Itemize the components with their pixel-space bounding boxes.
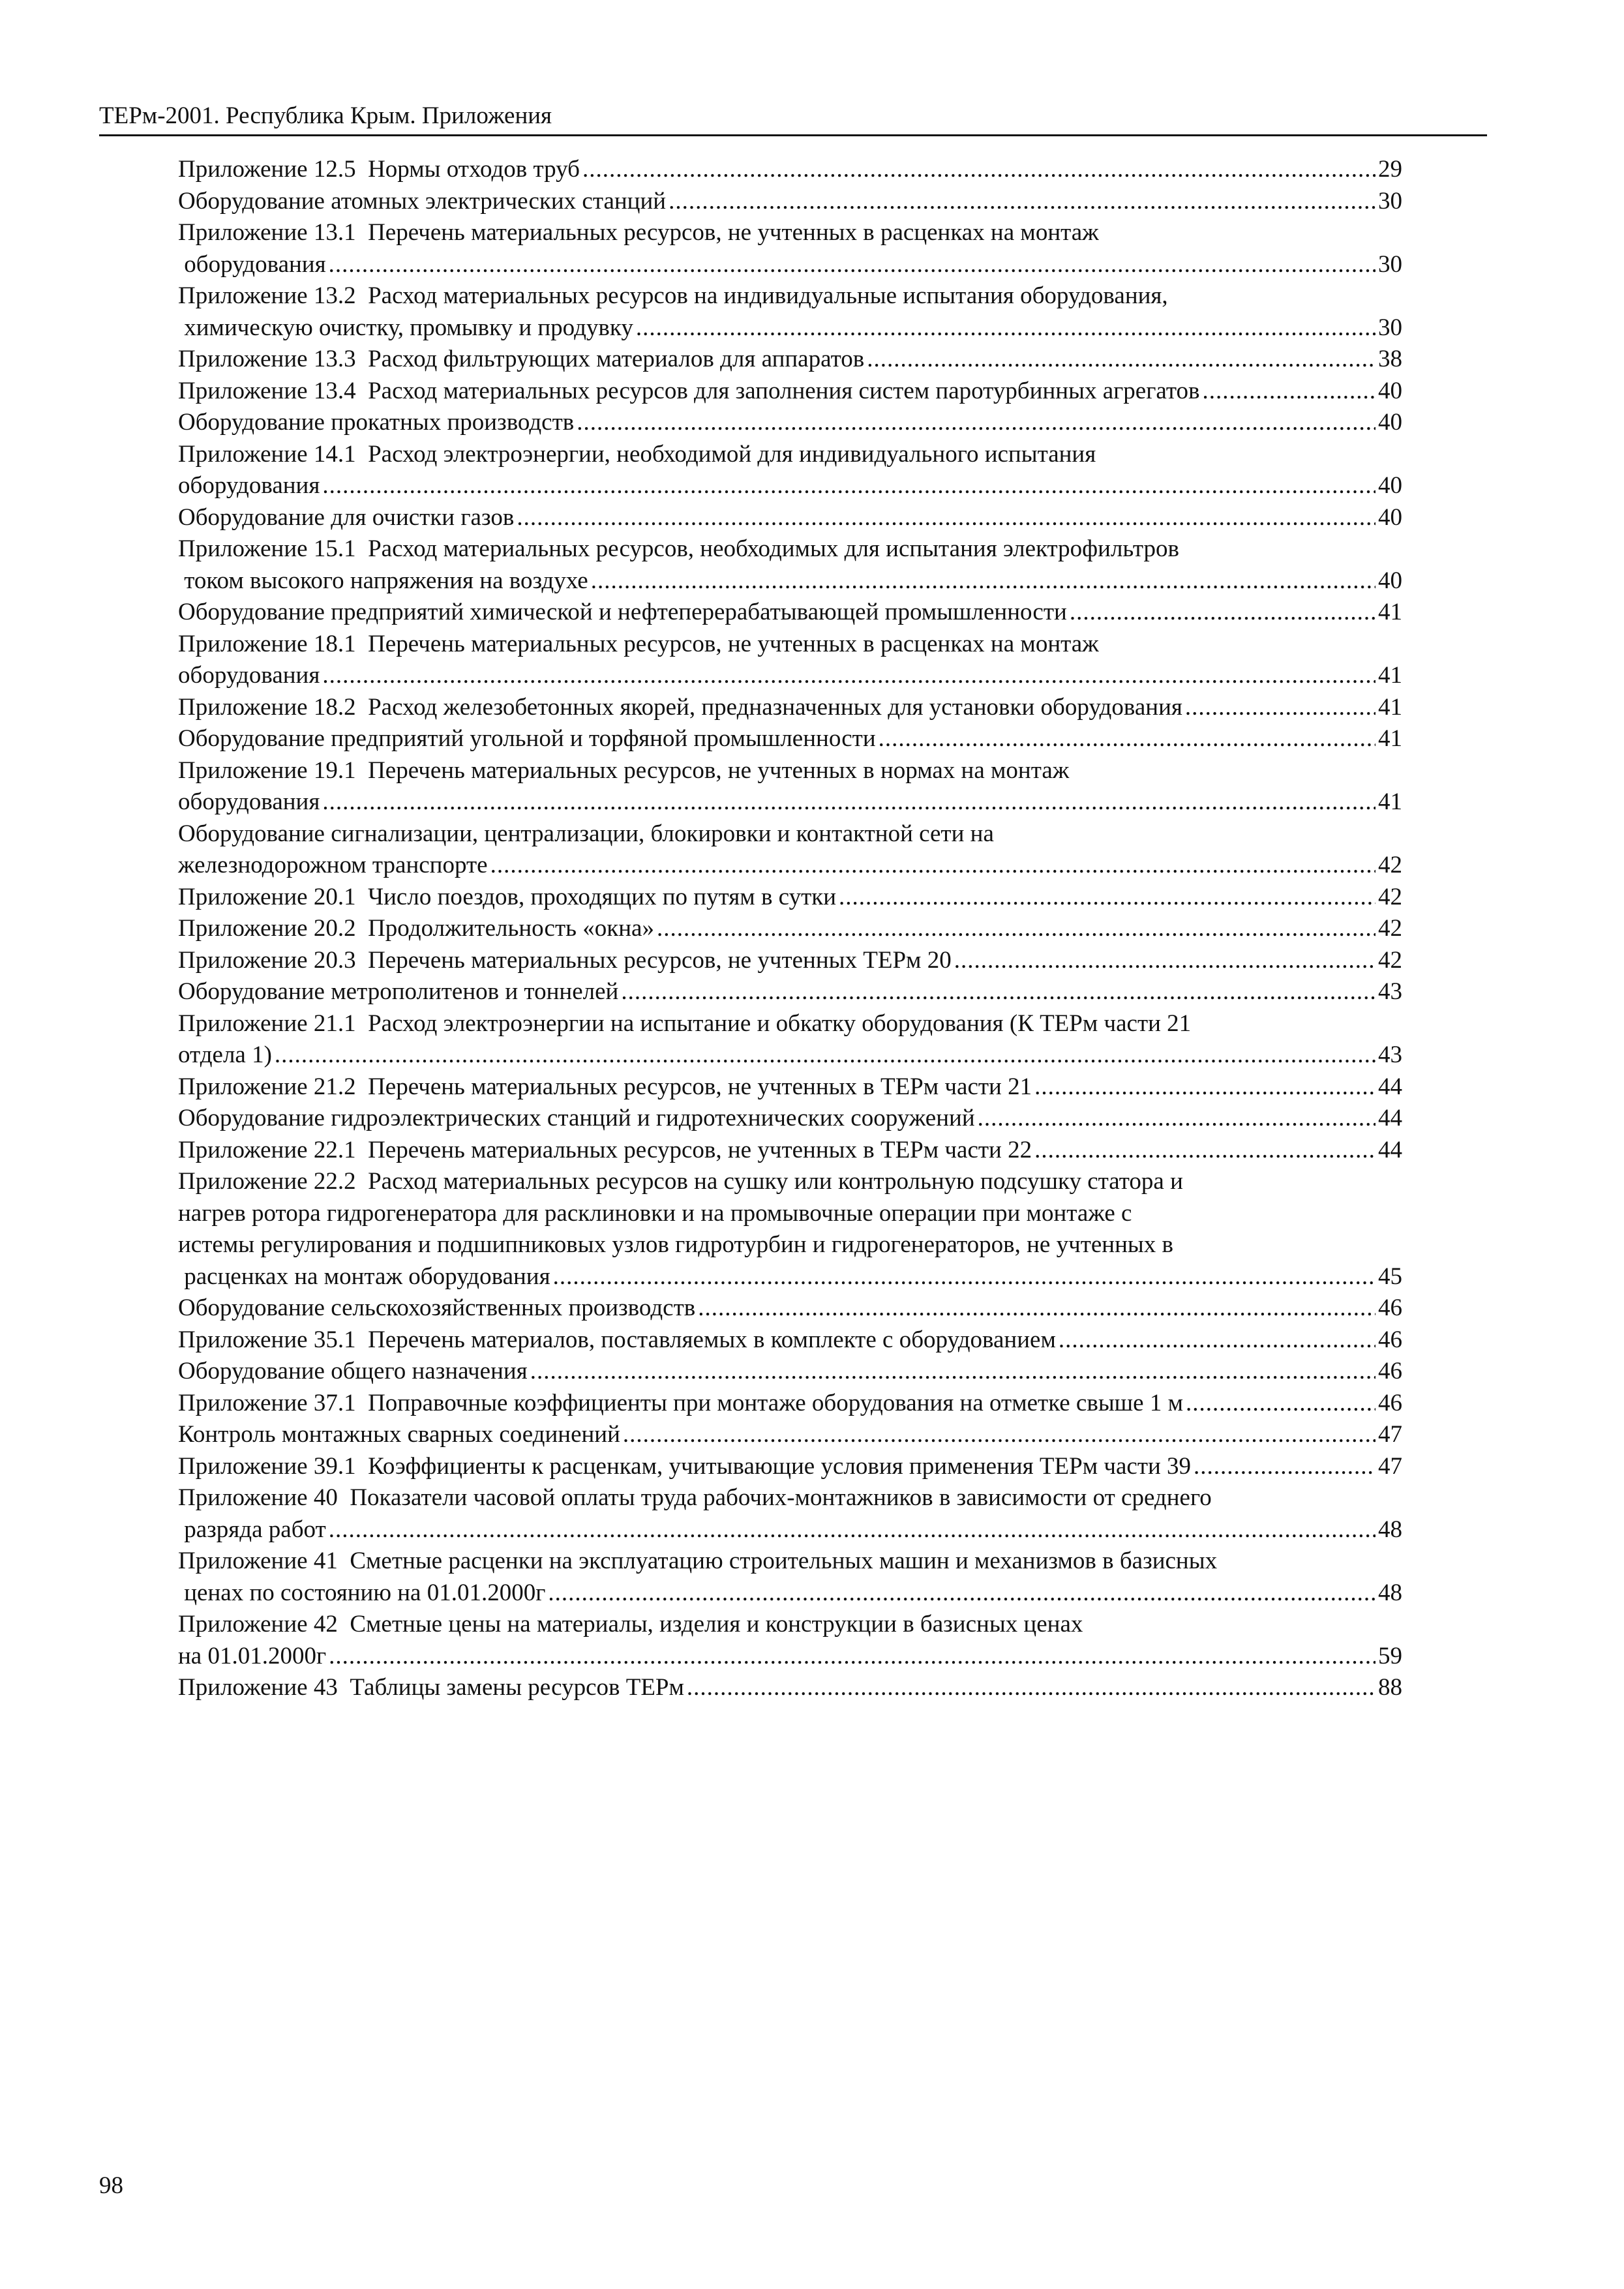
toc-entry[interactable] xyxy=(178,280,1402,344)
toc-entry[interactable] xyxy=(178,1482,1402,1546)
toc-page-number: 48 xyxy=(1378,1516,1402,1543)
toc-leader-dots xyxy=(548,1578,1376,1609)
toc-page-number: 46 xyxy=(1378,1294,1402,1321)
toc-entry-line xyxy=(178,344,1402,376)
toc-entry-line xyxy=(178,597,1402,629)
toc-entry[interactable] xyxy=(178,502,1402,534)
toc-entry-text: Оборудование прокатных производств xyxy=(178,409,575,436)
toc-leader-dots xyxy=(1070,597,1376,629)
toc-leader-dots xyxy=(698,1293,1376,1324)
toc-page-number: 46 xyxy=(1378,1389,1402,1416)
toc-page-number: 30 xyxy=(1378,250,1402,278)
toc-entry-text: оборудования xyxy=(178,472,320,499)
toc-entry[interactable] xyxy=(178,945,1402,977)
toc-entry-line xyxy=(178,1324,1402,1356)
toc-entry-text: оборудования xyxy=(178,662,320,689)
toc-entry-line xyxy=(178,882,1402,914)
toc-entry-text: Приложение 12.5 Нормы отходов труб xyxy=(178,156,580,183)
toc-entry[interactable] xyxy=(178,882,1402,914)
toc-leader-dots xyxy=(1034,1071,1376,1103)
toc-leader-dots xyxy=(322,660,1376,692)
toc-entry[interactable] xyxy=(178,154,1402,186)
toc-entry-line xyxy=(178,154,1402,186)
toc-entry[interactable] xyxy=(178,818,1402,882)
toc-entry-line xyxy=(178,1293,1402,1324)
toc-entry-line xyxy=(178,407,1402,439)
toc-entry[interactable] xyxy=(178,1135,1402,1167)
toc-entry-line xyxy=(178,818,1402,850)
toc-entry-text: Оборудование общего назначения xyxy=(178,1358,528,1384)
toc-entry-line xyxy=(178,1578,1402,1609)
toc-leader-dots xyxy=(530,1356,1376,1388)
toc-entry-text: на 01.01.2000г xyxy=(178,1642,327,1669)
toc-page-number: 42 xyxy=(1378,915,1402,942)
toc-entry-line xyxy=(178,1672,1402,1704)
toc-page-number: 40 xyxy=(1378,503,1402,531)
toc-page-number: 30 xyxy=(1378,314,1402,341)
toc-entry-line xyxy=(178,376,1402,408)
toc-entry-text: истемы регулирования и подшипниковых узлов гидротурбин и гидрогенераторов, не учтенных в xyxy=(178,1231,1173,1258)
toc-leader-dots xyxy=(1203,376,1376,408)
page-header xyxy=(99,98,1487,136)
toc-entry-text: Приложение 43 Таблицы замены ресурсов ТЕРм xyxy=(178,1674,684,1701)
toc-entry-line xyxy=(178,660,1402,692)
toc-leader-dots xyxy=(839,882,1376,914)
document-title: ТЕРм-2001. Республика Крым. Приложения xyxy=(99,102,552,129)
toc-page-number: 30 xyxy=(1378,187,1402,215)
toc-leader-dots xyxy=(978,1103,1376,1135)
toc-entry-text: железнодорожном транспорте xyxy=(178,852,488,878)
toc-entry-text: нагрев ротора гидрогенератора для расклиновки и на промывочные операции при монтаже с xyxy=(178,1199,1132,1227)
toc-entry-line xyxy=(178,629,1402,661)
toc-page-number: 41 xyxy=(1378,788,1402,815)
toc-page-number: 40 xyxy=(1378,472,1402,499)
toc-entry[interactable] xyxy=(178,1103,1402,1135)
toc-entry-line xyxy=(178,1419,1402,1451)
toc-entry[interactable] xyxy=(178,1008,1402,1071)
toc-entry-line xyxy=(178,1198,1402,1230)
toc-entry[interactable] xyxy=(178,1324,1402,1356)
toc-entry-text: Приложение 18.2 Расход железобетонных якорей, предназначенных для установки оборудования xyxy=(178,693,1182,721)
toc-entry-line xyxy=(178,439,1402,471)
toc-page-number: 47 xyxy=(1378,1421,1402,1448)
toc-entry-text: Приложение 18.1 Перечень материальных ресурсов, не учтенных в расценках на монтаж xyxy=(178,630,1099,657)
toc-entry-line xyxy=(178,1356,1402,1388)
toc-entry[interactable] xyxy=(178,1293,1402,1324)
toc-entry-text: Приложение 14.1 Расход электроэнергии, необходимой для индивидуального испытания xyxy=(178,440,1096,468)
toc-leader-dots xyxy=(954,945,1376,977)
table-of-contents xyxy=(178,154,1402,1704)
toc-entry[interactable] xyxy=(178,976,1402,1008)
toc-page-number: 42 xyxy=(1378,883,1402,910)
toc-entry[interactable] xyxy=(178,186,1402,218)
toc-page-number: 43 xyxy=(1378,978,1402,1005)
toc-page-number: 41 xyxy=(1378,662,1402,689)
toc-leader-dots xyxy=(867,344,1376,376)
toc-leader-dots xyxy=(1194,1451,1376,1483)
toc-entry-text: Приложение 19.1 Перечень материальных ресурсов, не учтенных в нормах на монтаж xyxy=(178,756,1070,784)
toc-page-number: 44 xyxy=(1378,1073,1402,1100)
toc-entry-line xyxy=(178,1008,1402,1040)
toc-entry[interactable] xyxy=(178,1546,1402,1609)
toc-entry-line xyxy=(178,850,1402,882)
toc-leader-dots xyxy=(1186,1388,1376,1420)
toc-entry-text: химическую очистку, промывку и продувку xyxy=(178,314,633,341)
toc-page-number: 46 xyxy=(1378,1358,1402,1384)
toc-entry-line xyxy=(178,976,1402,1008)
toc-leader-dots xyxy=(322,786,1376,818)
toc-page-number: 46 xyxy=(1378,1326,1402,1353)
toc-entry-line xyxy=(178,786,1402,818)
toc-entry-line xyxy=(178,249,1402,281)
toc-entry[interactable] xyxy=(178,913,1402,945)
toc-entry-line xyxy=(178,502,1402,534)
toc-entry[interactable] xyxy=(178,692,1402,724)
toc-entry[interactable] xyxy=(178,597,1402,629)
toc-entry-text: оборудования xyxy=(178,250,326,278)
toc-page-number: 40 xyxy=(1378,409,1402,436)
toc-entry[interactable] xyxy=(178,217,1402,280)
toc-entry[interactable] xyxy=(178,1672,1402,1704)
toc-entry[interactable] xyxy=(178,1166,1402,1293)
toc-entry[interactable] xyxy=(178,1356,1402,1388)
toc-page-number: 41 xyxy=(1378,599,1402,625)
toc-page-number: 88 xyxy=(1378,1674,1402,1701)
toc-leader-dots xyxy=(329,249,1376,281)
toc-leader-dots xyxy=(623,1419,1376,1451)
toc-entry[interactable] xyxy=(178,723,1402,755)
toc-entry-text: Оборудование для очистки газов xyxy=(178,503,515,531)
toc-entry-text: Приложение 42 Сметные цены на материалы, изделия и конструкции в базисных ценах xyxy=(178,1611,1083,1638)
toc-page-number: 44 xyxy=(1378,1136,1402,1163)
toc-leader-dots xyxy=(329,1641,1376,1673)
toc-leader-dots xyxy=(621,976,1376,1008)
toc-entry-text: Приложение 35.1 Перечень материалов, поставляемых в комплекте с оборудованием xyxy=(178,1326,1056,1353)
toc-entry-text: Оборудование предприятий угольной и торфяной промышленности xyxy=(178,725,876,752)
toc-entry-text: Оборудование предприятий химической и нефтеперерабатывающей промышленности xyxy=(178,599,1067,625)
toc-entry-line xyxy=(178,1229,1402,1261)
toc-entry[interactable] xyxy=(178,1609,1402,1672)
toc-page-number: 42 xyxy=(1378,946,1402,974)
toc-entry-text: отдела 1) xyxy=(178,1041,272,1068)
toc-entry-line xyxy=(178,1166,1402,1198)
toc-entry-line xyxy=(178,913,1402,945)
toc-entry-line xyxy=(178,1482,1402,1514)
toc-entry-line xyxy=(178,945,1402,977)
toc-entry-line xyxy=(178,1071,1402,1103)
toc-entry-line xyxy=(178,1451,1402,1483)
toc-entry-text: ценах по состоянию на 01.01.2000г xyxy=(178,1579,546,1606)
toc-entry-text: Приложение 15.1 Расход материальных ресурсов, необходимых для испытания электрофильтров xyxy=(178,535,1179,562)
toc-entry[interactable] xyxy=(178,376,1402,408)
toc-entry-line xyxy=(178,1388,1402,1420)
toc-leader-dots xyxy=(636,312,1376,344)
toc-entry-text: разряда работ xyxy=(178,1516,326,1543)
toc-entry-line xyxy=(178,1040,1402,1071)
toc-entry-line xyxy=(178,470,1402,502)
toc-leader-dots xyxy=(553,1261,1376,1293)
toc-page-number: 42 xyxy=(1378,852,1402,878)
toc-entry-text: Приложение 22.2 Расход материальных ресурсов на сушку или контрольную подсушку статора и xyxy=(178,1168,1183,1195)
toc-entry[interactable] xyxy=(178,439,1402,502)
toc-entry-line xyxy=(178,186,1402,218)
toc-entry-text: Оборудование гидроэлектрических станций и гидротехнических сооружений xyxy=(178,1105,975,1131)
toc-entry-line xyxy=(178,1546,1402,1578)
toc-entry[interactable] xyxy=(178,533,1402,597)
toc-page-number: 59 xyxy=(1378,1642,1402,1669)
toc-entry-line xyxy=(178,1641,1402,1673)
toc-entry-text: Приложение 13.2 Расход материальных ресурсов на индивидуальные испытания оборудования, xyxy=(178,282,1168,309)
toc-entry-text: Приложение 13.4 Расход материальных ресурсов для заполнения систем паротурбинных агрегатов xyxy=(178,377,1200,404)
toc-leader-dots xyxy=(657,913,1376,945)
toc-entry-text: Приложение 40 Показатели часовой оплаты труда рабочих-монтажников в зависимости от среднего xyxy=(178,1484,1212,1511)
toc-entry-text: Приложение 39.1 Коэффициенты к расценкам, учитывающие условия применения ТЕРм части 39 xyxy=(178,1452,1192,1480)
toc-page-number: 43 xyxy=(1378,1041,1402,1068)
toc-entry-text: Приложение 21.1 Расход электроэнергии на испытание и обкатку оборудования (К ТЕРм части 21 xyxy=(178,1010,1192,1037)
toc-page-number: 44 xyxy=(1378,1105,1402,1131)
toc-entry-line xyxy=(178,755,1402,787)
toc-page-number: 29 xyxy=(1378,156,1402,183)
toc-entry-text: Приложение 21.2 Перечень материальных ресурсов, не учтенных в ТЕРм части 21 xyxy=(178,1073,1032,1100)
toc-entry-line xyxy=(178,1135,1402,1167)
toc-entry-line xyxy=(178,1609,1402,1641)
toc-leader-dots xyxy=(582,154,1376,186)
toc-entry-text: Приложение 13.3 Расход фильтрующих материалов для аппаратов xyxy=(178,346,865,372)
toc-leader-dots xyxy=(591,565,1376,597)
toc-page-number: 41 xyxy=(1378,725,1402,752)
toc-leader-dots xyxy=(275,1040,1376,1071)
toc-entry-text: Контроль монтажных сварных соединений xyxy=(178,1421,620,1448)
toc-entry-line xyxy=(178,723,1402,755)
toc-leader-dots xyxy=(490,850,1376,882)
toc-leader-dots xyxy=(879,723,1376,755)
toc-entry-line xyxy=(178,1103,1402,1135)
toc-page-number: 38 xyxy=(1378,346,1402,372)
toc-entry-text: Приложение 13.1 Перечень материальных ресурсов, не учтенных в расценках на монтаж xyxy=(178,219,1099,246)
toc-leader-dots xyxy=(1034,1135,1376,1167)
toc-leader-dots xyxy=(1185,692,1376,724)
toc-page-number: 40 xyxy=(1378,567,1402,594)
toc-entry[interactable] xyxy=(178,344,1402,376)
toc-leader-dots xyxy=(322,470,1376,502)
toc-entry[interactable] xyxy=(178,1451,1402,1483)
toc-entry-text: Приложение 37.1 Поправочные коэффициенты при монтаже оборудования на отметке свыше 1 м xyxy=(178,1389,1184,1416)
toc-entry-text: Приложение 20.2 Продолжительность «окна» xyxy=(178,915,654,942)
toc-leader-dots xyxy=(577,407,1376,439)
toc-entry-text: Оборудование сигнализации, централизации, блокировки и контактной сети на xyxy=(178,820,994,847)
toc-leader-dots xyxy=(517,502,1376,534)
toc-page-number: 48 xyxy=(1378,1579,1402,1606)
toc-entry-text: Приложение 22.1 Перечень материальных ресурсов, не учтенных в ТЕРм части 22 xyxy=(178,1136,1032,1163)
toc-entry[interactable] xyxy=(178,1388,1402,1420)
toc-entry-line xyxy=(178,312,1402,344)
toc-entry[interactable] xyxy=(178,1071,1402,1103)
toc-leader-dots xyxy=(669,186,1376,218)
toc-entry[interactable] xyxy=(178,755,1402,818)
toc-page-number: 47 xyxy=(1378,1452,1402,1480)
toc-entry-line xyxy=(178,533,1402,565)
toc-page-number: 41 xyxy=(1378,693,1402,721)
toc-page-number: 45 xyxy=(1378,1263,1402,1290)
toc-entry-line xyxy=(178,1514,1402,1546)
toc-leader-dots xyxy=(1059,1324,1376,1356)
toc-entry[interactable] xyxy=(178,629,1402,692)
toc-entry-text: Оборудование сельскохозяйственных производств xyxy=(178,1294,696,1321)
toc-entry-line xyxy=(178,217,1402,249)
toc-entry-line xyxy=(178,565,1402,597)
toc-entry-text: расценках на монтаж оборудования xyxy=(178,1263,550,1290)
toc-entry-text: Приложение 41 Сметные расценки на эксплуатацию строительных машин и механизмов в базисных xyxy=(178,1548,1218,1574)
toc-entry[interactable] xyxy=(178,407,1402,439)
toc-entry[interactable] xyxy=(178,1419,1402,1451)
toc-page-number: 40 xyxy=(1378,377,1402,404)
toc-leader-dots xyxy=(687,1672,1376,1704)
toc-entry-text: Приложение 20.3 Перечень материальных ресурсов, не учтенных ТЕРм 20 xyxy=(178,946,952,974)
toc-entry-text: Приложение 20.1 Число поездов, проходящих по путям в сутки xyxy=(178,883,837,910)
page-number: 98 xyxy=(99,2172,123,2199)
toc-entry-line xyxy=(178,692,1402,724)
toc-leader-dots xyxy=(329,1514,1376,1546)
toc-entry-text: оборудования xyxy=(178,788,320,815)
toc-entry-line xyxy=(178,280,1402,312)
toc-entry-line xyxy=(178,1261,1402,1293)
toc-entry-text: Оборудование метрополитенов и тоннелей xyxy=(178,978,619,1005)
toc-entry-text: Оборудование атомных электрических станций xyxy=(178,187,667,215)
toc-entry-text: током высокого напряжения на воздухе xyxy=(178,567,588,594)
